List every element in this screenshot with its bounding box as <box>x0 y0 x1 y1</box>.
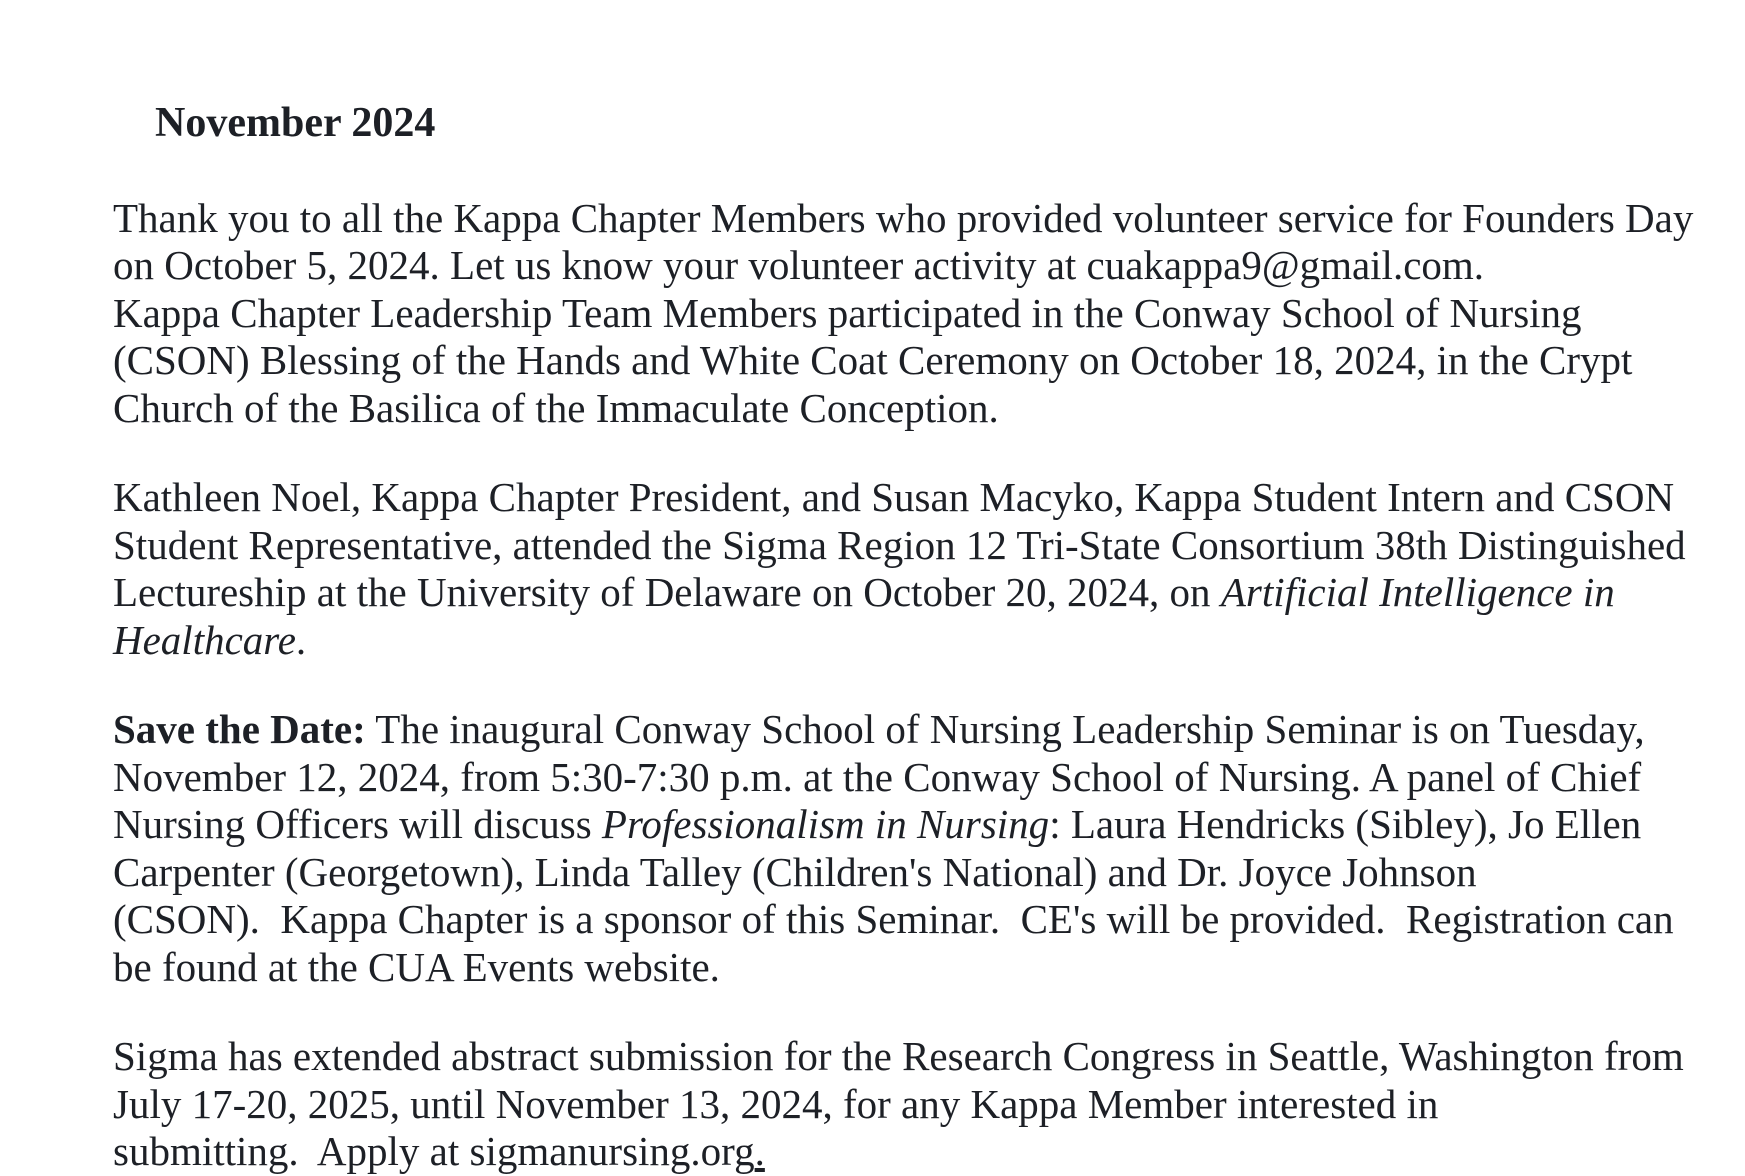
body-text: Kathleen Noel, Kappa Chapter President, and Susan Macyko, Kappa Student Intern and CSON <box>113 474 1675 520</box>
email-text: cuakappa9@gmail.com. <box>1086 242 1485 288</box>
text-line <box>113 706 1705 754</box>
body-text: Sigma has extended abstract submission for the Research Congress in Seattle, Washington from <box>113 1033 1684 1079</box>
text-line <box>113 1033 1705 1081</box>
text-line <box>113 1081 1705 1129</box>
body-text: submitting. Apply at <box>113 1128 470 1174</box>
month-heading: November 2024 <box>155 99 436 146</box>
body-text: Kappa Chapter Leadership Team Members participated in the Conway School of Nursing <box>113 289 1582 336</box>
text-line <box>113 337 1705 385</box>
body-text: Thank you to all the Kappa Chapter Members who provided volunteer service for Founders Day <box>113 194 1694 241</box>
text-line <box>113 385 1705 433</box>
body-text: Lectureship at the University of Delaware on October 20, 2024, on <box>113 569 1221 615</box>
paragraph-lectureship <box>113 474 1705 664</box>
body-text: Student Representative, attended the Sigma Region 12 Tri-State Consortium 38th Distinguished <box>113 521 1686 568</box>
italic-title-text: Artificial Intelligence in <box>1220 569 1615 615</box>
body-text: (CSON) Blessing of the Hands and White Coat Ceremony on October 18, 2024, in the Crypt <box>113 337 1633 383</box>
paragraph-spacer <box>113 664 1705 706</box>
text-line <box>113 290 1705 338</box>
body-text: Nursing Officers will discuss <box>113 801 602 847</box>
text-line <box>113 522 1705 570</box>
text-line <box>113 896 1705 944</box>
text-line <box>113 944 1705 992</box>
body-text: on October 5, 2024. Let us know your volunteer activity at <box>113 242 1087 288</box>
text-line <box>113 242 1705 290</box>
paragraph-spacer <box>113 432 1705 474</box>
text-line <box>113 474 1705 522</box>
text-line <box>113 569 1705 617</box>
text-line <box>113 1128 1705 1176</box>
text-line <box>113 754 1705 802</box>
paragraph-save-the-date <box>113 706 1705 991</box>
body-text: : Laura Hendricks (Sibley), Jo Ellen <box>1049 801 1642 847</box>
italic-title-text: Healthcare <box>113 616 296 663</box>
body-text: be found at the CUA Events website. <box>113 943 720 990</box>
body-text: The inaugural Conway School of Nursing Leadership Seminar is on Tuesday, <box>365 706 1645 752</box>
text-line <box>113 195 1705 243</box>
body-text: . <box>295 616 307 663</box>
page-title <box>113 52 1705 195</box>
text-line <box>113 849 1705 897</box>
body-text: Carpenter (Georgetown), Linda Talley (Children's National) and Dr. Joyce Johnson <box>113 848 1477 895</box>
underlined-period: . <box>754 1128 765 1174</box>
body-text: November 12, 2024, from 5:30-7:30 p.m. at the Conway School of Nursing. A panel of Chief <box>113 753 1642 800</box>
website-text: sigmanursing.org <box>469 1128 755 1174</box>
body-text: Church of the Basilica of the Immaculate Conception. <box>113 384 999 431</box>
save-the-date-label: Save the Date: <box>113 706 366 752</box>
italic-title-text: Professionalism in Nursing <box>601 801 1050 847</box>
paragraph-founders-day <box>113 195 1705 433</box>
text-line <box>113 801 1705 849</box>
body-text: (CSON). Kappa Chapter is a sponsor of this Seminar. CE's will be provided. Registration can <box>113 896 1674 942</box>
text-line <box>113 617 1705 665</box>
body-text: July 17-20, 2025, until November 13, 2024, for any Kappa Member interested in <box>113 1080 1439 1127</box>
paragraph-spacer <box>113 991 1705 1033</box>
paragraph-research-congress <box>113 1033 1705 1176</box>
